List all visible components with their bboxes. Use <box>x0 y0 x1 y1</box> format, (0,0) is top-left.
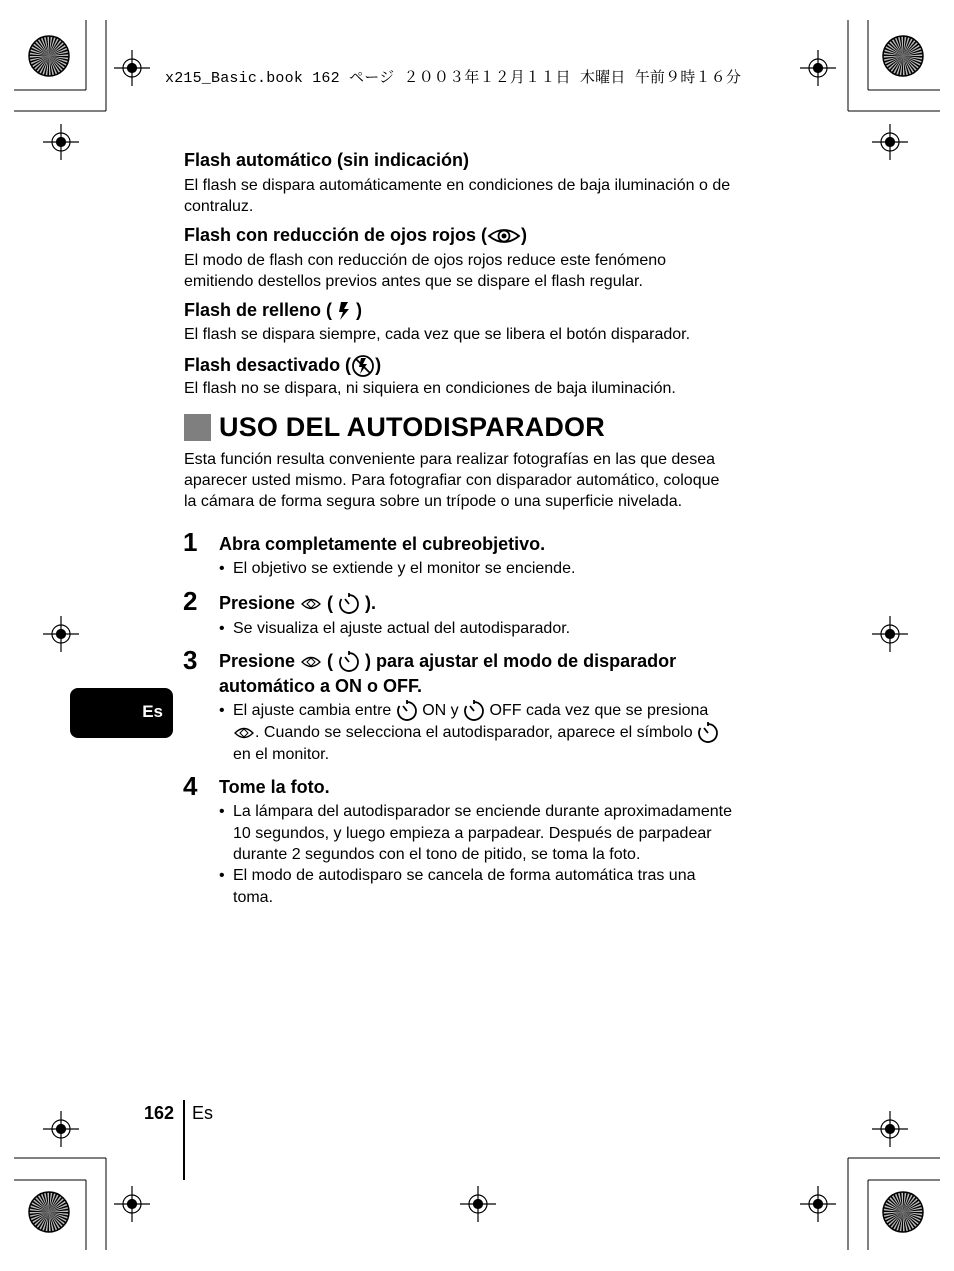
flash-auto-title: Flash automático (sin indicación) <box>184 150 470 170</box>
page-number: 162 <box>144 1103 175 1123</box>
starburst-mark <box>29 1192 69 1232</box>
registration-target <box>43 1111 79 1147</box>
button-icon <box>300 597 322 611</box>
self-timer-icon <box>396 700 418 722</box>
flash-off-icon <box>351 354 375 378</box>
registration-target <box>114 50 150 86</box>
step-text-1: Abra completamente el cubreobjetivo. <box>219 534 546 554</box>
flash-redeye-desc: El modo de flash con reducción de ojos rojos reduce este fenómeno emitiendo destellos previos antes que se dispare el flash regular. <box>184 252 667 290</box>
starburst-mark <box>883 1192 923 1232</box>
button-icon <box>300 655 322 669</box>
registration-target <box>114 1186 150 1222</box>
language-tab: Es <box>70 688 173 738</box>
step-number-4: 4 <box>183 771 198 801</box>
flash-auto-desc: El flash se dispara automáticamente en condiciones de baja iluminación o de contraluz. <box>184 177 731 215</box>
registration-target <box>43 124 79 160</box>
registration-target <box>43 616 79 652</box>
starburst-mark <box>883 36 923 76</box>
button-icon <box>233 726 255 740</box>
self-timer-icon <box>338 593 360 615</box>
running-head: x215_Basic.book 162 ページ ２００３年１２月１１日 木曜日 午前９時１６分 <box>165 70 742 87</box>
step-number-1: 1 <box>183 527 198 557</box>
page-language: Es <box>192 1103 214 1123</box>
step-4-bullet-2: • El modo de autodisparo se cancela de forma automática tras una toma. <box>219 867 696 906</box>
registration-target <box>872 616 908 652</box>
step-1-bullet: • El objetivo se extiende y el monitor se enciende. <box>219 560 576 577</box>
flash-fill-desc: El flash se dispara siempre, cada vez que se libera el botón disparador. <box>184 326 691 343</box>
flash-off-title: Flash desactivado ( ) <box>184 354 381 378</box>
step-text-4: Tome la foto. <box>219 777 330 797</box>
step-number-3: 3 <box>183 645 198 675</box>
registration-target <box>872 124 908 160</box>
flash-fill-title: Flash de relleno ( ) <box>184 300 363 320</box>
step-text-2: Presione ( ). <box>219 591 376 616</box>
section-title: USO DEL AUTODISPARADOR <box>184 412 605 443</box>
fill-flash-icon <box>337 301 351 321</box>
step-number-2: 2 <box>183 586 198 616</box>
step-text-3: Presione ( ) para ajustar el modo de disparador automático a ON o OFF. <box>219 651 677 696</box>
self-timer-icon <box>697 722 719 744</box>
starburst-mark <box>29 36 69 76</box>
footer-divider <box>183 1100 185 1180</box>
registration-target <box>460 1186 496 1222</box>
registration-target <box>800 1186 836 1222</box>
step-3-bullet: • El ajuste cambia entre ON y OFF cada vez que se presiona . Cuando se selecciona el autodisparador, aparece el símbolo en el monitor. <box>219 700 793 766</box>
self-timer-icon <box>463 700 485 722</box>
registration-target <box>800 50 836 86</box>
red-eye-icon <box>487 226 521 246</box>
section-intro: Esta función resulta conveniente para realizar fotografías en las que desea aparecer usted mismo. Para fotografiar con disparador automático, coloque la cámara de forma segura sobre un trípode o una superficie nivelada. <box>184 451 720 510</box>
self-timer-icon <box>338 651 360 673</box>
flash-redeye-title: Flash con reducción de ojos rojos ( ) <box>184 225 528 245</box>
step-2-bullet: • Se visualiza el ajuste actual del autodisparador. <box>219 620 571 637</box>
step-4-bullet-1: • La lámpara del autodisparador se enciende durante aproximadamente 10 segundos, y luego empieza a parpadear. Después de parpadear durante 2 segundos con el tono de pitido, se toma la foto. <box>219 803 732 863</box>
registration-target <box>872 1111 908 1147</box>
section-marker <box>184 414 211 441</box>
flash-off-desc: El flash no se dispara, ni siquiera en condiciones de baja iluminación. <box>184 380 676 397</box>
